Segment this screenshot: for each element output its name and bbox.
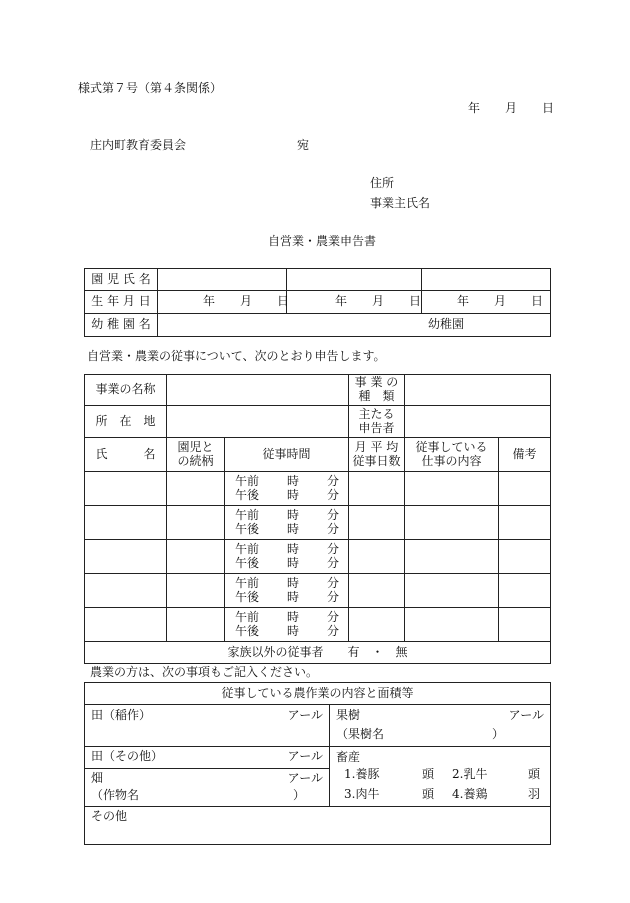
birth-month-2: 月 <box>372 294 385 309</box>
birth-day-3: 日 <box>531 294 544 309</box>
chicken-label: 4.養鶏 <box>452 787 488 802</box>
other-farm-label: その他 <box>91 809 128 824</box>
orchard-cell[interactable] <box>330 705 551 747</box>
birth-day-2: 日 <box>409 294 422 309</box>
minute-label: 分 <box>326 507 339 522</box>
child-info-table <box>84 268 551 337</box>
pig-label: 1.養豚 <box>344 767 380 782</box>
pm-label: 午後 <box>235 555 260 570</box>
hour-label: 時 <box>286 487 299 502</box>
col-days-1: 月 平 均 <box>354 439 399 454</box>
business-table <box>84 374 551 664</box>
hour-label: 時 <box>286 473 299 488</box>
col-relation-header <box>167 438 225 472</box>
worker-hours-cell[interactable] <box>225 574 349 608</box>
pm-label: 午後 <box>235 589 260 604</box>
crop-name-label: （作物名 <box>91 788 140 803</box>
minute-label: 分 <box>326 575 339 590</box>
col-days-2: 従事日数 <box>352 453 401 468</box>
hour-label: 時 <box>286 555 299 570</box>
worker-notes-cell[interactable] <box>499 472 551 506</box>
other-rice-field-cell[interactable] <box>85 746 330 768</box>
beef-label: 3.肉牛 <box>344 787 380 802</box>
minute-label: 分 <box>326 521 339 536</box>
kindergarten-label: 幼 稚 園 名 <box>85 314 158 337</box>
worker-notes-cell[interactable] <box>499 574 551 608</box>
rice-field-unit: アール <box>287 708 323 722</box>
child-name-label: 園 児 氏 名 <box>85 269 158 291</box>
birth-date-cell-2[interactable] <box>287 291 422 314</box>
orchard-name-label: （果樹名 <box>336 726 385 741</box>
child-name-cell-2[interactable] <box>287 269 422 291</box>
minute-label: 分 <box>326 473 339 488</box>
worker-name-cell[interactable] <box>85 506 167 540</box>
form-title: 自営業・農業申告書 <box>268 234 377 248</box>
minute-label: 分 <box>326 555 339 570</box>
form-number: 様式第７号（第４条関係） <box>78 81 223 95</box>
hour-label: 時 <box>286 507 299 522</box>
rice-field-cell[interactable] <box>85 705 330 747</box>
pig-unit: 頭 <box>422 767 435 782</box>
pm-label: 午後 <box>235 521 260 536</box>
worker-relation-cell[interactable] <box>167 540 225 574</box>
am-label: 午前 <box>235 609 260 624</box>
table-row <box>85 540 551 574</box>
birth-date-label: 生 年 月 日 <box>85 291 158 314</box>
minute-label: 分 <box>326 487 339 502</box>
addressee-honorific: 宛 <box>297 138 310 152</box>
declarant-label-1: 主たる <box>358 406 395 421</box>
worker-name-cell[interactable] <box>85 472 167 506</box>
worker-hours-cell[interactable] <box>225 608 349 642</box>
am-label: 午前 <box>235 575 260 590</box>
worker-work-cell[interactable] <box>405 608 499 642</box>
table-row <box>85 506 551 540</box>
worker-name-cell[interactable] <box>85 574 167 608</box>
table-row <box>85 574 551 608</box>
worker-hours-cell[interactable] <box>225 540 349 574</box>
other-farm-cell[interactable] <box>85 807 551 845</box>
business-name-label: 事業の名称 <box>85 375 167 406</box>
date-year-label: 年 <box>468 101 481 115</box>
livestock-label: 畜産 <box>336 749 361 764</box>
kindergarten-suffix: 幼稚園 <box>428 317 465 332</box>
dairy-unit: 頭 <box>528 767 541 782</box>
worker-relation-cell[interactable] <box>167 506 225 540</box>
col-work-2: 仕事の内容 <box>421 453 482 468</box>
col-work-1: 従事している <box>415 439 488 454</box>
farm-note: 農業の方は、次の事項もご記入ください。 <box>90 665 319 679</box>
col-relation-1: 園児と <box>177 439 214 454</box>
hour-label: 時 <box>286 575 299 590</box>
orchard-label: 果樹 <box>336 708 361 722</box>
worker-hours-cell[interactable] <box>225 472 349 506</box>
beef-unit: 頭 <box>422 787 435 802</box>
farm-table <box>84 682 551 845</box>
business-type-label-1: 事 業 の <box>354 375 399 390</box>
upland-field-cell[interactable] <box>85 768 330 807</box>
worker-days-cell[interactable] <box>349 540 405 574</box>
business-type-cell[interactable] <box>405 375 551 406</box>
other-rice-field-unit: アール <box>287 749 323 764</box>
birth-month-1: 月 <box>240 294 253 309</box>
hour-label: 時 <box>286 609 299 624</box>
worker-name-cell[interactable] <box>85 540 167 574</box>
worker-work-cell[interactable] <box>405 540 499 574</box>
dairy-label: 2.乳牛 <box>452 767 488 782</box>
crop-name-close: ） <box>292 788 305 803</box>
col-relation-2: の続柄 <box>177 453 214 468</box>
worker-relation-cell[interactable] <box>167 608 225 642</box>
child-name-cell-1[interactable] <box>158 269 287 291</box>
birth-date-cell-1[interactable] <box>158 291 290 314</box>
am-label: 午前 <box>235 507 260 522</box>
minute-label: 分 <box>326 609 339 624</box>
business-name-cell[interactable] <box>167 375 349 406</box>
col-days-header <box>349 438 405 472</box>
owner-name-label: 事業主氏名 <box>370 196 431 210</box>
worker-relation-cell[interactable] <box>167 574 225 608</box>
worker-work-cell[interactable] <box>405 472 499 506</box>
hour-label: 時 <box>286 623 299 638</box>
child-name-cell-3[interactable] <box>422 269 551 291</box>
table-row <box>85 608 551 642</box>
business-type-label-2: 種 類 <box>358 389 395 403</box>
table-row <box>85 472 551 506</box>
col-work-header <box>405 438 499 472</box>
am-label: 午前 <box>235 473 260 488</box>
birth-year-1: 年 <box>203 294 216 309</box>
col-hours-header: 従事時間 <box>225 438 349 472</box>
business-type-label <box>349 375 405 406</box>
rice-field-label: 田（稲作） <box>91 708 152 722</box>
declaration-text: 自営業・農業の従事について、次のとおり申告します。 <box>87 349 386 363</box>
worker-days-cell[interactable] <box>349 608 405 642</box>
birth-year-2: 年 <box>335 294 348 309</box>
worker-notes-cell[interactable] <box>499 608 551 642</box>
address-label: 住所 <box>370 176 395 190</box>
declarant-cell[interactable] <box>405 406 551 438</box>
farm-table-title: 従事している農作業の内容と面積等 <box>85 683 551 705</box>
worker-notes-cell[interactable] <box>499 540 551 574</box>
worker-name-cell[interactable] <box>85 608 167 642</box>
upland-field-unit: アール <box>287 770 323 785</box>
col-name-header: 氏 名 <box>85 438 167 472</box>
livestock-cell[interactable] <box>330 746 551 807</box>
declarant-label <box>349 406 405 438</box>
declarant-label-2: 申告者 <box>358 420 395 435</box>
addressee: 庄内町教育委員会 <box>90 138 187 152</box>
worker-days-cell[interactable] <box>349 506 405 540</box>
worker-notes-cell[interactable] <box>499 506 551 540</box>
upland-field-label: 畑 <box>91 770 104 785</box>
date-day-label: 日 <box>542 101 555 115</box>
hour-label: 時 <box>286 589 299 604</box>
hour-label: 時 <box>286 521 299 536</box>
date-month-label: 月 <box>505 101 518 115</box>
birth-month-3: 月 <box>494 294 507 309</box>
birth-day-1: 日 <box>277 294 290 309</box>
birth-date-cell-3[interactable] <box>422 291 551 314</box>
orchard-unit: アール <box>508 708 545 722</box>
worker-days-cell[interactable] <box>349 574 405 608</box>
location-cell[interactable] <box>167 406 349 438</box>
birth-year-3: 年 <box>457 294 470 309</box>
worker-days-cell[interactable] <box>349 472 405 506</box>
chicken-unit: 羽 <box>528 787 541 802</box>
minute-label: 分 <box>326 541 339 556</box>
col-notes-header: 備考 <box>499 438 551 472</box>
worker-work-cell[interactable] <box>405 574 499 608</box>
am-label: 午前 <box>235 541 260 556</box>
pm-label: 午後 <box>235 623 260 638</box>
kindergarten-name-cell[interactable] <box>158 314 551 337</box>
non-family-workers[interactable]: 家族以外の従事者 有 ・ 無 <box>85 642 551 664</box>
location-label: 所 在 地 <box>85 406 167 438</box>
hour-label: 時 <box>286 541 299 556</box>
pm-label: 午後 <box>235 487 260 502</box>
minute-label: 分 <box>326 623 339 638</box>
worker-hours-cell[interactable] <box>225 506 349 540</box>
orchard-name-close: ） <box>492 726 505 741</box>
other-rice-field-label: 田（その他） <box>91 749 164 764</box>
minute-label: 分 <box>326 589 339 604</box>
worker-work-cell[interactable] <box>405 506 499 540</box>
worker-relation-cell[interactable] <box>167 472 225 506</box>
